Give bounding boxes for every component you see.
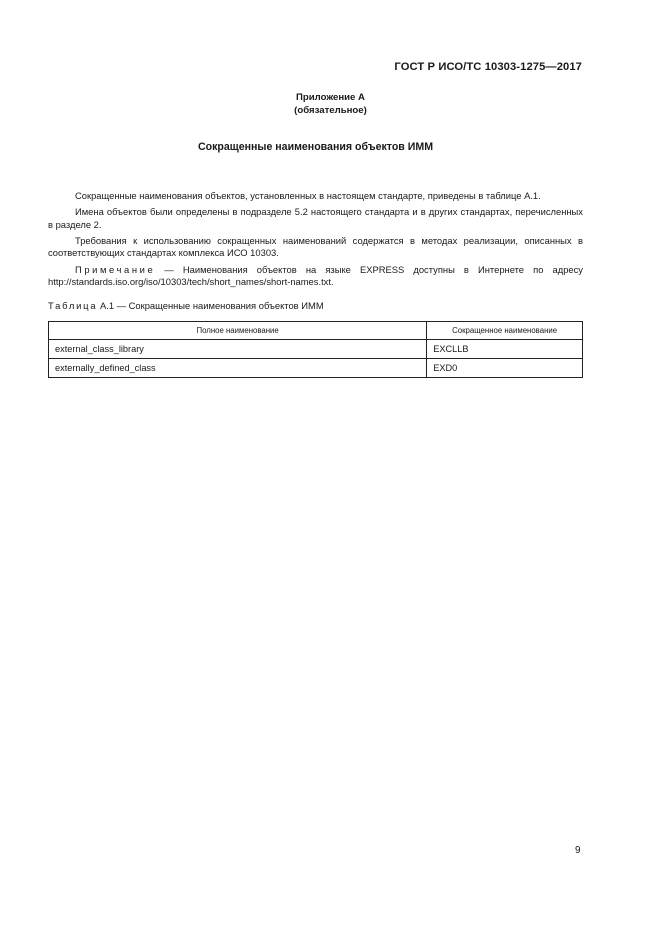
note-paragraph — [48, 264, 583, 289]
appendix-status: (обязательное) — [294, 105, 367, 116]
appendix-title: Приложение А — [296, 92, 365, 103]
paragraph: Требования к использованию сокращенных наименований содержатся в методах реализации, описанных в соответствующих стандартах комплекса ИСО 10303. — [48, 234, 583, 258]
table-caption-label: Таблица — [48, 300, 98, 311]
header-short-name: Сокращенное наименование — [427, 322, 583, 340]
header-full-name: Полное наименование — [49, 322, 427, 340]
appendix-heading — [0, 91, 661, 117]
note-text: — Наименования объектов на языке EXPRESS доступны в Интернете по адресу http://standards.iso.org/iso/10303/tech/short_names/short-names.txt. — [48, 263, 583, 287]
note-label: Примечание — [75, 263, 156, 275]
document-id: ГОСТ Р ИСО/ТС 10303-1275—2017 — [394, 61, 582, 73]
section-title: Сокращенные наименования объектов ИММ — [197, 141, 434, 153]
page-number: 9 — [575, 845, 581, 856]
body-text — [48, 190, 583, 292]
table-row — [49, 340, 583, 359]
paragraph: Сокращенные наименования объектов, установленных в настоящем стандарте, приведены в таблице А.1. — [75, 190, 541, 201]
table-caption — [48, 300, 324, 311]
table-header-row — [49, 322, 583, 340]
cell-short-name: EXCLLB — [427, 340, 583, 359]
short-names-table — [48, 321, 583, 378]
cell-short-name: EXD0 — [427, 359, 583, 378]
table-caption-text: А.1 — Сокращенные наименования объектов ИММ — [97, 300, 324, 311]
paragraph: Имена объектов были определены в подразделе 5.2 настоящего стандарта и в других стандартах, перечисленных в разделе 2. — [48, 206, 583, 230]
cell-full-name: externally_defined_class — [49, 359, 427, 378]
cell-full-name: external_class_library — [49, 340, 427, 359]
table-row — [49, 359, 583, 378]
